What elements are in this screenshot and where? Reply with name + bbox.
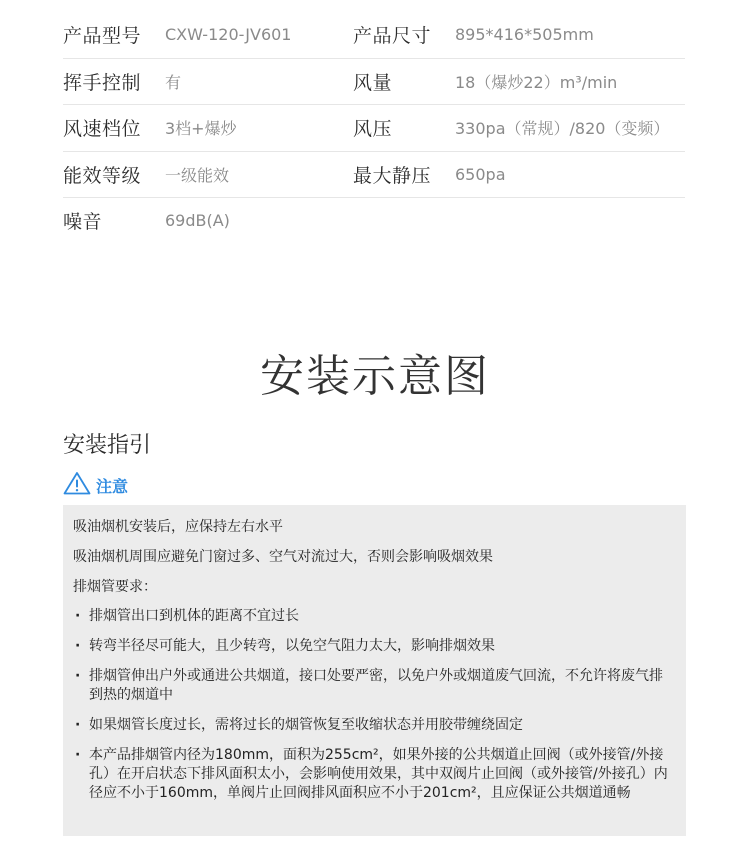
- spec-value: 895*416*505mm: [455, 25, 594, 45]
- spec-cell: [63, 21, 353, 48]
- spec-row: [63, 198, 685, 244]
- notice-heading: [63, 471, 128, 499]
- notice-line: 排烟管要求：: [73, 579, 157, 595]
- list-item: · 转弯半径尽可能大，且少转弯，以免空气阻力太大，影响排烟效果: [73, 637, 674, 656]
- list-item: · 排烟管伸出户外或通进公共烟道，接口处要严密，以免户外或烟道废气回流，不允许将废气排到热的烟道中: [73, 667, 674, 705]
- spec-row: [63, 59, 685, 106]
- spec-row: [63, 12, 685, 59]
- spec-label: 能效等级: [63, 164, 142, 187]
- spec-cell: [353, 68, 685, 95]
- notice-box: [63, 505, 686, 836]
- spec-label: 产品型号: [63, 25, 142, 48]
- spec-value: 650pa: [455, 164, 506, 184]
- spec-row: [63, 105, 685, 152]
- list-item: · 排烟管出口到机体的距离不宜过长: [73, 607, 674, 626]
- spec-value: 有: [165, 72, 182, 92]
- spec-label: 风速档位: [63, 118, 142, 141]
- spec-cell: [353, 21, 685, 48]
- spec-cell: [63, 114, 353, 141]
- notice-line: 吸油烟机周围应避免门窗过多、空气对流过大，否则会影响吸烟效果: [73, 549, 493, 565]
- section-title: 安装示意图: [260, 351, 490, 402]
- spec-label: 噪音: [63, 211, 103, 234]
- spec-label: 最大静压: [353, 164, 432, 187]
- spec-label: 产品尺寸: [353, 25, 432, 48]
- spec-cell: [63, 161, 353, 188]
- requirement-list: [73, 607, 674, 803]
- spec-cell: [353, 161, 685, 188]
- warning-triangle-icon: [63, 471, 91, 499]
- spec-label: 挥手控制: [63, 71, 142, 94]
- spec-cell: [63, 68, 353, 95]
- guide-title: 安装指引: [63, 433, 152, 458]
- spec-row: [63, 152, 685, 199]
- spec-label: 风压: [353, 118, 393, 141]
- notice-line: 吸油烟机安装后，应保持左右水平: [73, 519, 283, 535]
- spec-table: [63, 12, 685, 244]
- spec-value: 330pa（常规）/820（变频）: [455, 119, 670, 139]
- spec-label: 风量: [353, 71, 393, 94]
- list-item: · 如果烟管长度过长，需将过长的烟管恢复至收缩状态并用胶带缠绕固定: [73, 716, 674, 735]
- notice-label: 注意: [96, 476, 129, 496]
- spec-value: 69dB(A): [165, 211, 230, 231]
- spec-value: 18（爆炒22）m³/min: [455, 72, 618, 92]
- list-item: · 本产品排烟管内径为180mm，面积为255cm²，如果外接的公共烟道止回阀（或外接管/外接孔）在开启状态下排风面积太小，会影响使用效果，其中双阀片止回阀（或外接管/外接孔）内径应不小于160mm，单阀片止回阀排风面积应不小于201cm²，且应保证公共烟道通畅: [73, 746, 674, 803]
- spec-value: CXW-120-JV601: [165, 25, 292, 45]
- spec-value: 一级能效: [165, 165, 230, 185]
- spec-cell: [63, 207, 353, 234]
- spec-value: 3档+爆炒: [165, 119, 237, 139]
- spec-cell: [353, 114, 685, 141]
